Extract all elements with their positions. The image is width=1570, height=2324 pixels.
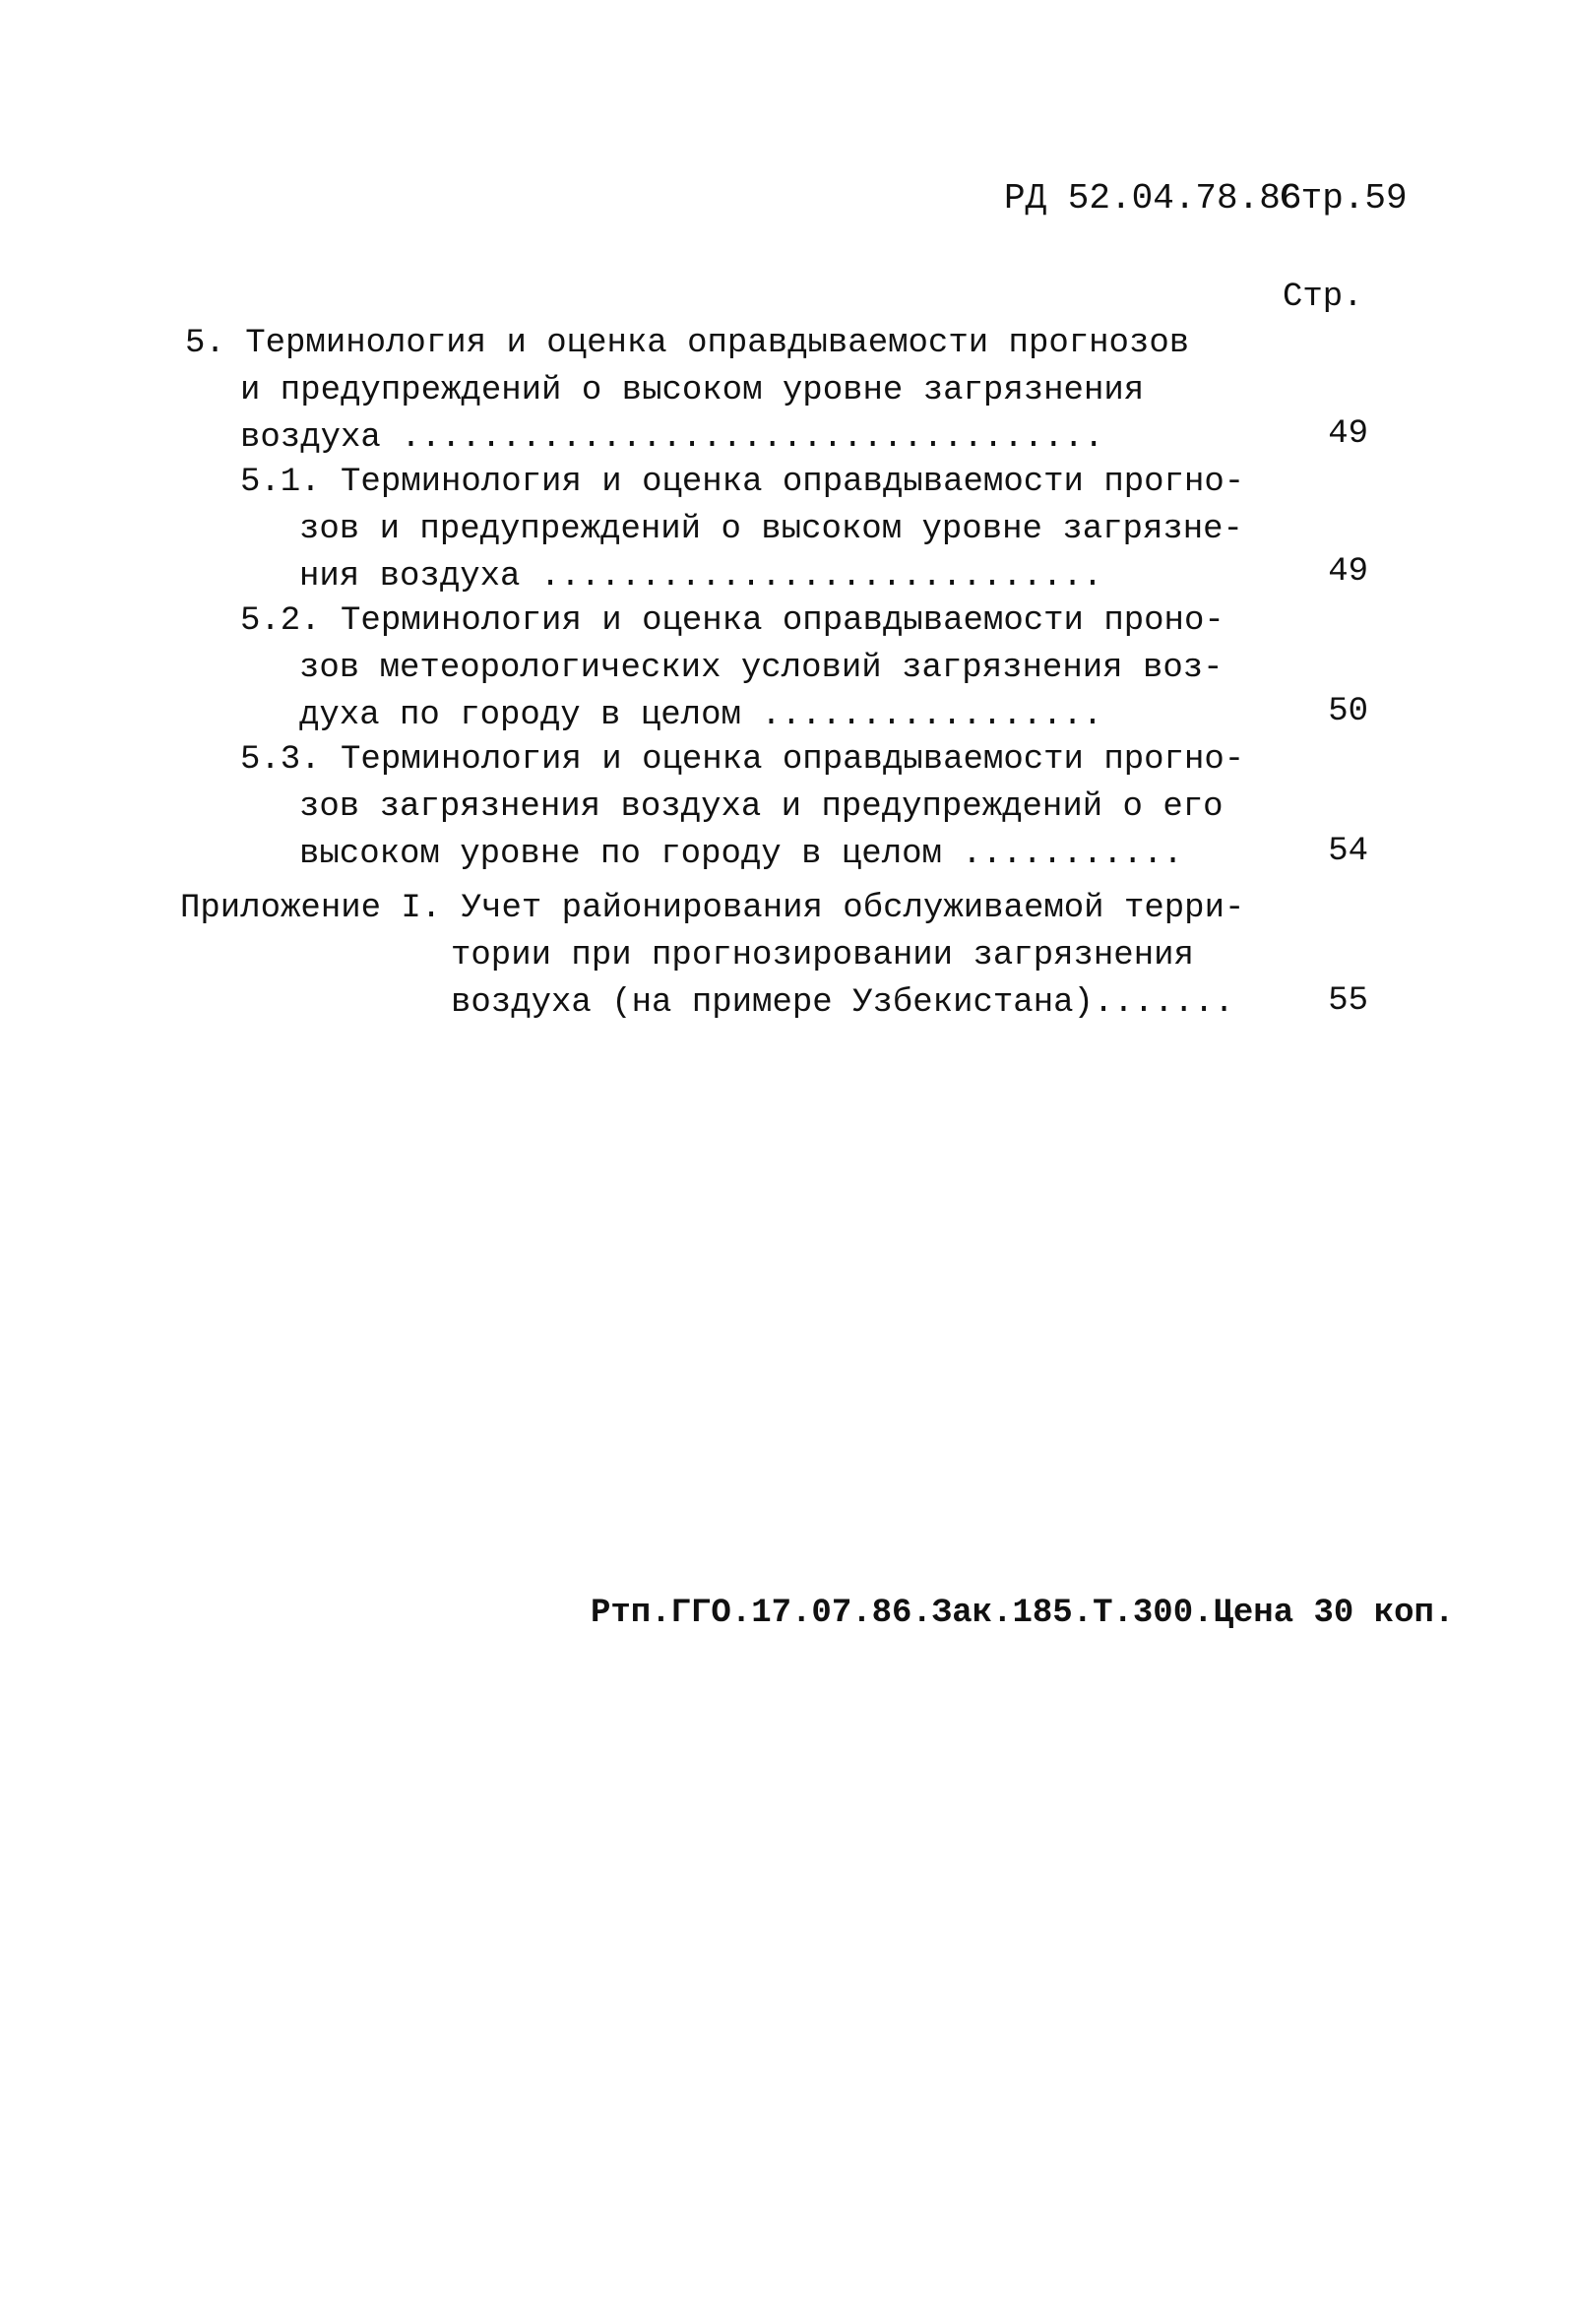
- toc-entry-page: 50: [1328, 693, 1368, 730]
- toc-entry-line: 5.3. Терминология и оценка оправдываемости прогно-: [240, 741, 1245, 779]
- toc-entry-page: 49: [1328, 415, 1368, 453]
- header-page-number: Стр.59: [1280, 178, 1408, 219]
- page-column-label: Стр.: [1283, 279, 1363, 316]
- toc-entry-page: 55: [1328, 982, 1368, 1020]
- toc-entry-line: 5.2. Терминология и оценка оправдываемости проно-: [240, 602, 1225, 640]
- toc-entry-line: ния воздуха ............................: [299, 558, 1103, 596]
- toc-entry-line: зов загрязнения воздуха и предупреждений о его: [299, 788, 1224, 826]
- toc-entry-line: воздуха ...................................: [240, 419, 1104, 457]
- toc-entry-line: 5. Терминология и оценка оправдываемости прогнозов: [185, 325, 1190, 362]
- toc-entry-line: Приложение I. Учет районирования обслуживаемой терри-: [180, 890, 1245, 927]
- doc-number: РД 52.04.78.86: [1004, 178, 1302, 219]
- toc-entry-page: 54: [1328, 833, 1368, 870]
- toc-entry-line: высоком уровне по городу в целом ...........: [299, 836, 1183, 873]
- toc-entry-line: 5.1. Терминология и оценка оправдываемости прогно-: [240, 464, 1245, 501]
- toc-entry-line: зов и предупреждений о высоком уровне загрязне-: [299, 511, 1243, 548]
- toc-entry-line: духа по городу в целом .................: [299, 697, 1103, 734]
- toc-entry-line: тории при прогнозировании загрязнения: [451, 937, 1194, 974]
- toc-entry-line: воздуха (на примере Узбекистана).......: [451, 984, 1234, 1022]
- toc-entry-line: зов метеорологических условий загрязнения воз-: [299, 650, 1224, 687]
- toc-entry-line: и предупреждений о высоком уровне загрязнения: [240, 372, 1145, 409]
- imprint-line: Ртп.ГГО.17.07.86.Зак.185.Т.300.Цена 30 коп.: [591, 1595, 1455, 1632]
- toc-entry-page: 49: [1328, 553, 1368, 591]
